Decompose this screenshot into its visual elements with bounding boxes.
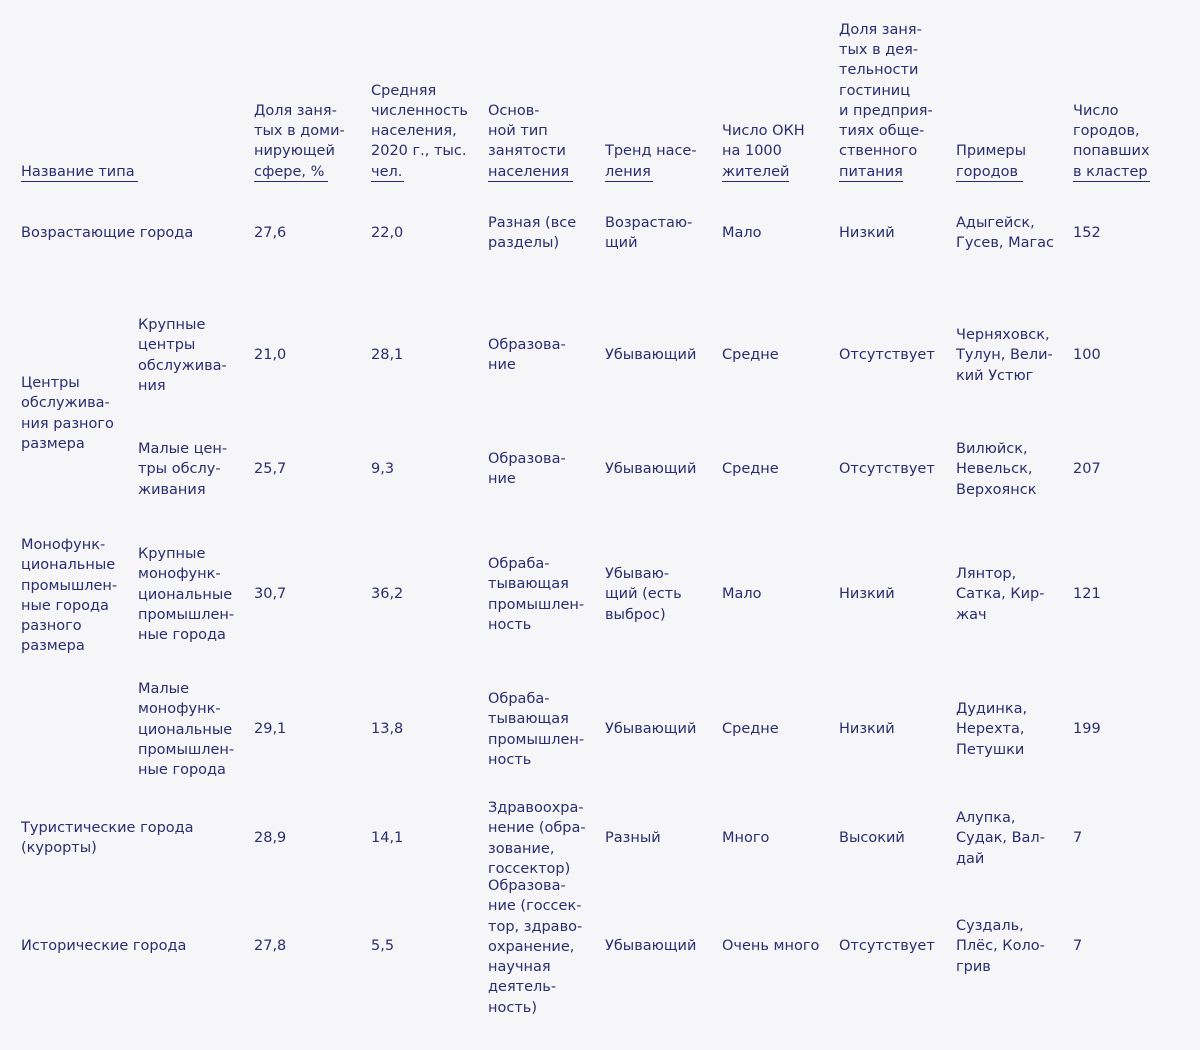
row-okn: Много: [722, 830, 770, 846]
row-hotel: Высокий: [839, 830, 905, 846]
row-okn: Очень много: [722, 938, 820, 954]
row-population: 5,5: [371, 938, 395, 954]
row-employment: Обраба- тывающая промышлен- ность: [488, 691, 585, 768]
row-trend: Разный: [605, 830, 661, 846]
row-share: 28,9: [254, 830, 287, 846]
row-share: 21,0: [254, 347, 287, 363]
row-name: Крупные центры обслужива- ния: [138, 317, 227, 394]
row-examples: Адыгейск, Гусев, Магас: [956, 215, 1054, 252]
header-okn-count: Число ОКН на 1000 жителей: [722, 123, 805, 180]
row-population: 9,3: [371, 461, 395, 477]
header-underline: [839, 181, 903, 182]
row-name: Крупные монофунк- циональные промышлен- ные города: [138, 546, 235, 644]
row-count: 207: [1073, 461, 1101, 477]
row-count: 7: [1073, 830, 1083, 846]
row-examples: Дудинка, Нерехта, Петушки: [956, 701, 1028, 758]
header-hotel-share: Доля заня- тых в дея- тельности гостиниц и предприя- тиях обще- ственного питания: [839, 21, 933, 180]
row-examples: Вилюйск, Невельск, Верхоянск: [956, 441, 1037, 498]
row-share: 27,8: [254, 938, 287, 954]
row-count: 121: [1073, 586, 1101, 602]
row-trend: Убывающий: [605, 347, 697, 363]
row-name: Исторические города: [21, 938, 187, 954]
row-name: Возрастающие города: [21, 225, 194, 241]
row-hotel: Низкий: [839, 586, 895, 602]
row-hotel: Низкий: [839, 225, 895, 241]
row-share: 25,7: [254, 461, 287, 477]
row-employment: Здравоохра- нение (обра- зование, госсектор): [488, 800, 586, 877]
row-employment: Образова- ние: [488, 451, 566, 488]
header-type-name: Название типа: [21, 163, 135, 180]
row-hotel: Отсутствует: [839, 938, 935, 954]
row-trend: Убывающий: [605, 461, 697, 477]
header-main-employment: Основ- ной тип занятости населения: [488, 102, 570, 180]
header-underline: [605, 181, 653, 182]
row-trend: Убываю- щий (есть выброс): [605, 566, 682, 623]
row-share: 27,6: [254, 225, 287, 241]
row-population: 28,1: [371, 347, 404, 363]
row-population: 14,1: [371, 830, 404, 846]
row-name: Туристические города (курорты): [21, 820, 194, 857]
row-share: 29,1: [254, 721, 287, 737]
row-count: 152: [1073, 225, 1101, 241]
header-underline: [1073, 181, 1150, 182]
row-okn: Средне: [722, 721, 779, 737]
row-count: 199: [1073, 721, 1101, 737]
row-okn: Мало: [722, 586, 762, 602]
header-underline: [21, 181, 138, 182]
header-underline: [371, 181, 404, 182]
header-underline: [254, 181, 328, 182]
row-okn: Средне: [722, 461, 779, 477]
row-hotel: Отсутствует: [839, 347, 935, 363]
row-employment: Обраба- тывающая промышлен- ность: [488, 556, 585, 633]
row-share: 30,7: [254, 586, 287, 602]
row-name: Малые монофунк- циональные промышлен- ные города: [138, 681, 235, 779]
row-hotel: Низкий: [839, 721, 895, 737]
row-examples: Черняховск, Тулун, Вели- кий Устюг: [956, 327, 1053, 384]
row-employment: Разная (все разделы): [488, 215, 577, 252]
row-trend: Убывающий: [605, 721, 697, 737]
row-examples: Алупка, Судак, Вал- дай: [956, 810, 1045, 867]
header-population-trend: Тренд насе- ления: [605, 143, 697, 180]
row-employment: Образова- ние (госсек- тор, здраво- охранение, научная деятель- ность): [488, 878, 583, 1016]
row-examples: Суздаль, Плёс, Коло- грив: [956, 918, 1045, 975]
row-population: 13,8: [371, 721, 404, 737]
row-employment: Образова- ние: [488, 337, 566, 374]
row-okn: Средне: [722, 347, 779, 363]
row-trend: Убывающий: [605, 938, 697, 954]
row-examples: Лянтор, Сатка, Кир- жач: [956, 566, 1045, 623]
row-population: 36,2: [371, 586, 404, 602]
row-name: Малые цен- тры обслу- живания: [138, 441, 228, 498]
group-label-service-centers: Центры обслужива- ния разного размера: [21, 375, 114, 452]
row-trend: Возрастаю- щий: [605, 215, 693, 252]
header-examples: Примеры городов: [956, 143, 1027, 180]
row-population: 22,0: [371, 225, 404, 241]
row-hotel: Отсутствует: [839, 461, 935, 477]
header-avg-population: Средняя численность населения, 2020 г., тыс. чел.: [371, 82, 468, 180]
header-underline: [722, 181, 789, 182]
header-underline: [488, 181, 573, 182]
group-label-monofunctional: Монофунк- циональные промышлен- ные города разного размера: [21, 537, 118, 655]
header-share-dominant: Доля заня- тых в доми- нирующей сфере, %: [254, 102, 345, 180]
row-count: 100: [1073, 347, 1101, 363]
header-underline: [956, 181, 1023, 182]
row-okn: Мало: [722, 225, 762, 241]
row-count: 7: [1073, 938, 1083, 954]
header-city-count: Число городов, попавших в кластер: [1073, 102, 1150, 180]
